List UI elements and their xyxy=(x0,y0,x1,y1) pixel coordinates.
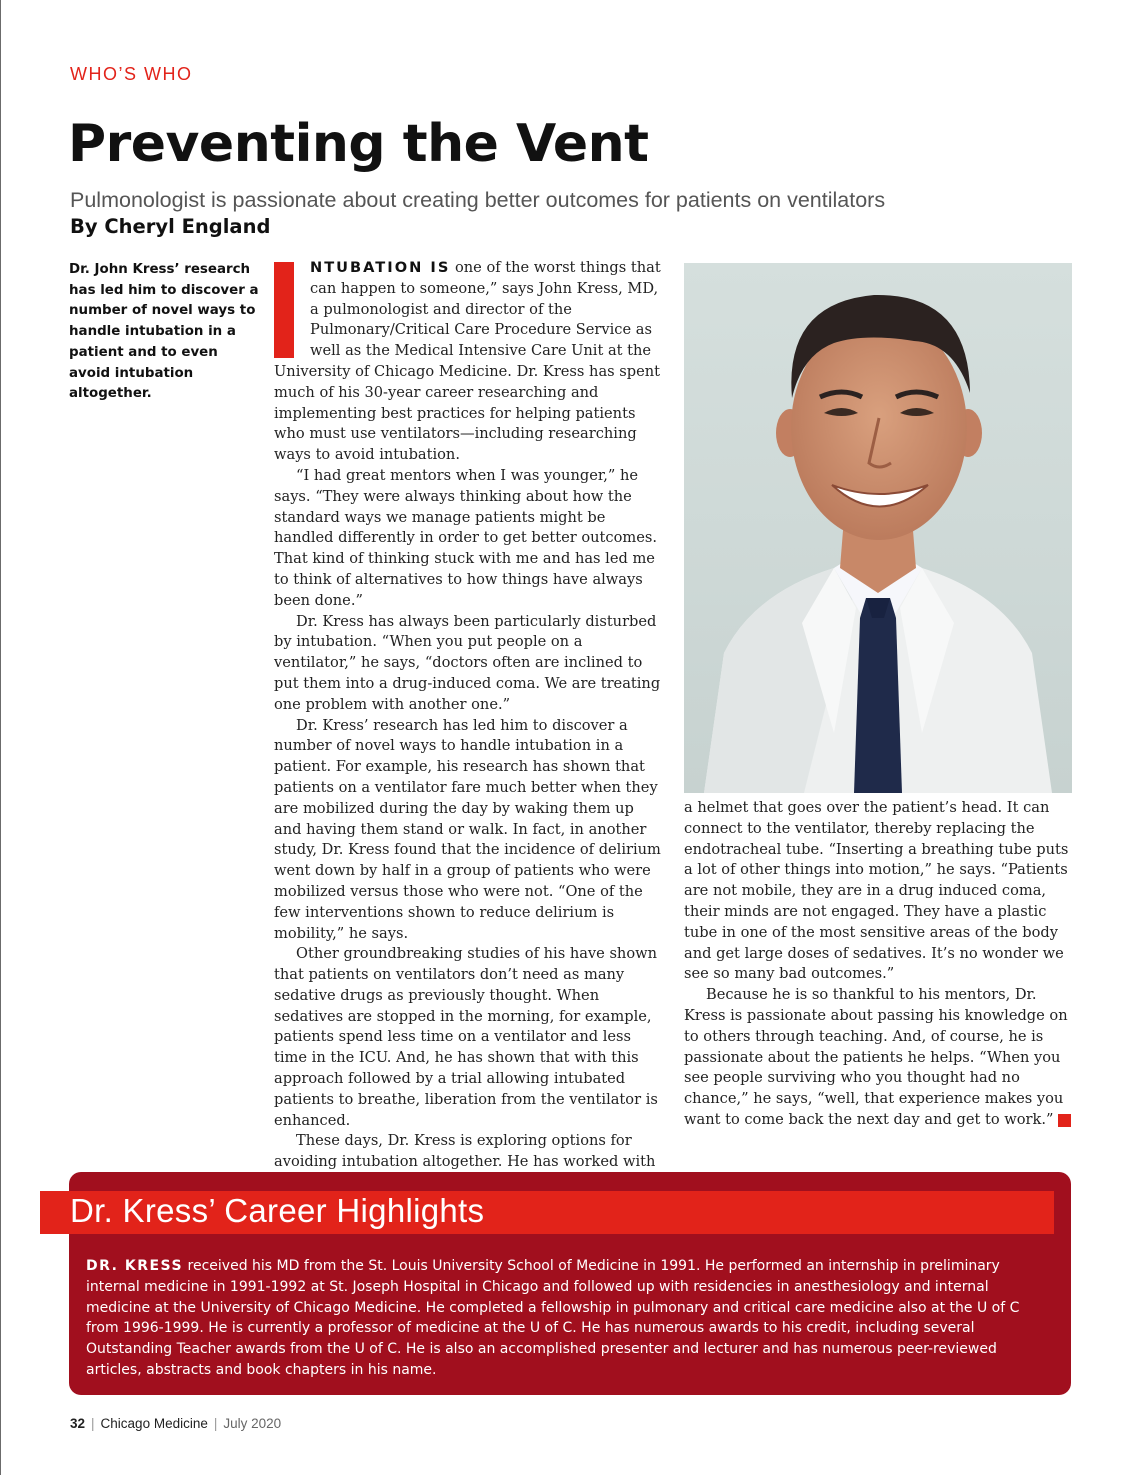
career-highlights-body xyxy=(86,1256,1056,1381)
article-paragraph: “I had great mentors when I was younger,” he says. “They were always thinking about how the standard ways we manage patients might be handled differently in order to get better outcomes. That kind of thinking stuck with me and has led me to think of alternatives to how things have always been done.” xyxy=(274,466,657,609)
article-paragraph: Dr. Kress’ research has led him to discover a number of novel ways to handle intubation in a patient. For example, his research has shown that patients on a ventilator fare much better when they are mobilized during the day by waking them up and having them stand or walk. In fact, in another study, Dr. Kress found that the incidence of delirium went down by half in a group of patients who were mobilized versus those who were not. “One of the few interventions shown to reduce delirium is mobility,” he says. xyxy=(274,716,661,942)
drop-cap-bar xyxy=(274,262,294,358)
article-column-middle xyxy=(274,258,664,1173)
article-paragraph: Other groundbreaking studies of his have shown that patients on ventilators don’t need as many sedative drugs as previously thought. When sedatives are stopped in the morning, for example, patients spend less time on a ventilator and less time in the ICU. And, he has shown that with this approach followed by a trial allowing intubated patients to breathe, liberation from the ventilator is enhanced. xyxy=(274,945,658,1129)
career-highlights-lead: DR. KRESS xyxy=(86,1258,184,1274)
article-paragraph xyxy=(684,985,1088,1131)
lead-in: NTUBATION IS xyxy=(310,259,451,276)
page-number: 32 xyxy=(70,1416,86,1431)
headline: Preventing the Vent xyxy=(68,114,649,174)
article-column-right xyxy=(684,798,1088,1131)
article-paragraph: Dr. Kress has always been particularly disturbed by intubation. “When you put people on a ventilator,” he says, “doctors often are inclined to put them into a drug-induced coma. We are treating one problem with another one.” xyxy=(274,612,661,713)
paragraph-text: one of the worst things that can happen to someone,” says John Kress, MD, a pulmonologist and director of the Pulmonary/Critical Care Procedure Service as well as the Medical Intensive Care Unit at the University of Chicago Medicine. Dr. Kress has spent much of his 30-year career researching and implementing best practices for helping patients who must use ventilators—including researching ways to avoid intubation. xyxy=(274,259,661,464)
article-paragraph: These days, Dr. Kress is exploring options for avoiding intubation altogether. He has worked with xyxy=(274,1132,656,1171)
pull-quote: Dr. John Kress’ research has led him to discover a number of novel ways to handle intubation in a patient and to even avoid intubation altogether. xyxy=(69,262,259,402)
paragraph-text: Because he is so thankful to his mentors, Dr. Kress is passionate about passing his knowledge on to others through teaching. And, of course, he is passionate about the patients he helps. “When you see people surviving who you thought had no chance,” he says, “well, that experience makes you want to come back the next day and get to work.” xyxy=(684,986,1068,1128)
subhead: Pulmonologist is passionate about creating better outcomes for patients on ventilators xyxy=(70,188,886,212)
portrait-photo xyxy=(684,263,1072,793)
publication-name: Chicago Medicine xyxy=(100,1416,208,1431)
footer-separator: | xyxy=(91,1416,95,1431)
footer-separator: | xyxy=(213,1416,218,1431)
career-highlights-title: Dr. Kress’ Career Highlights xyxy=(70,1192,485,1229)
issue-date: July 2020 xyxy=(223,1416,282,1431)
article-paragraph: a helmet that goes over the patient’s head. It can connect to the ventilator, thereby replacing the endotracheal tube. “Inserting a breathing tube puts a lot of other things into motion,” he says. “Patients are not mobile, they are in a drug induced coma, their minds are not engaged. They have a plastic tube in one of the most sensitive areas of the body and get large doses of sedatives. It’s no wonder we see so many bad outcomes.” xyxy=(684,799,1069,983)
portrait-illustration xyxy=(684,263,1072,793)
byline: By Cheryl England xyxy=(70,215,271,238)
article-paragraph xyxy=(274,258,664,466)
page-edge-rule xyxy=(0,0,1,1475)
section-label: WHO’S WHO xyxy=(70,64,193,84)
career-highlights-text: received his MD from the St. Louis University School of Medicine in 1991. He performed an internship in preliminary internal medicine in 1991-1992 at St. Joseph Hospital in Chicago and followed up with residencies in anesthesiology and internal medicine at the University of Chicago Medicine. He completed a fellowship in pulmonary and critical care medicine also at the U of C from 1996-1999. He is currently a professor of medicine at the U of C. He has numerous awards to his credit, including several Outstanding Teacher awards from the U of C. He is also an accomplished presenter and lecturer and has numerous peer-reviewed articles, abstracts and book chapters in his name. xyxy=(86,1258,1020,1378)
end-mark-icon: C xyxy=(1058,1114,1071,1127)
page-footer xyxy=(70,1416,281,1431)
